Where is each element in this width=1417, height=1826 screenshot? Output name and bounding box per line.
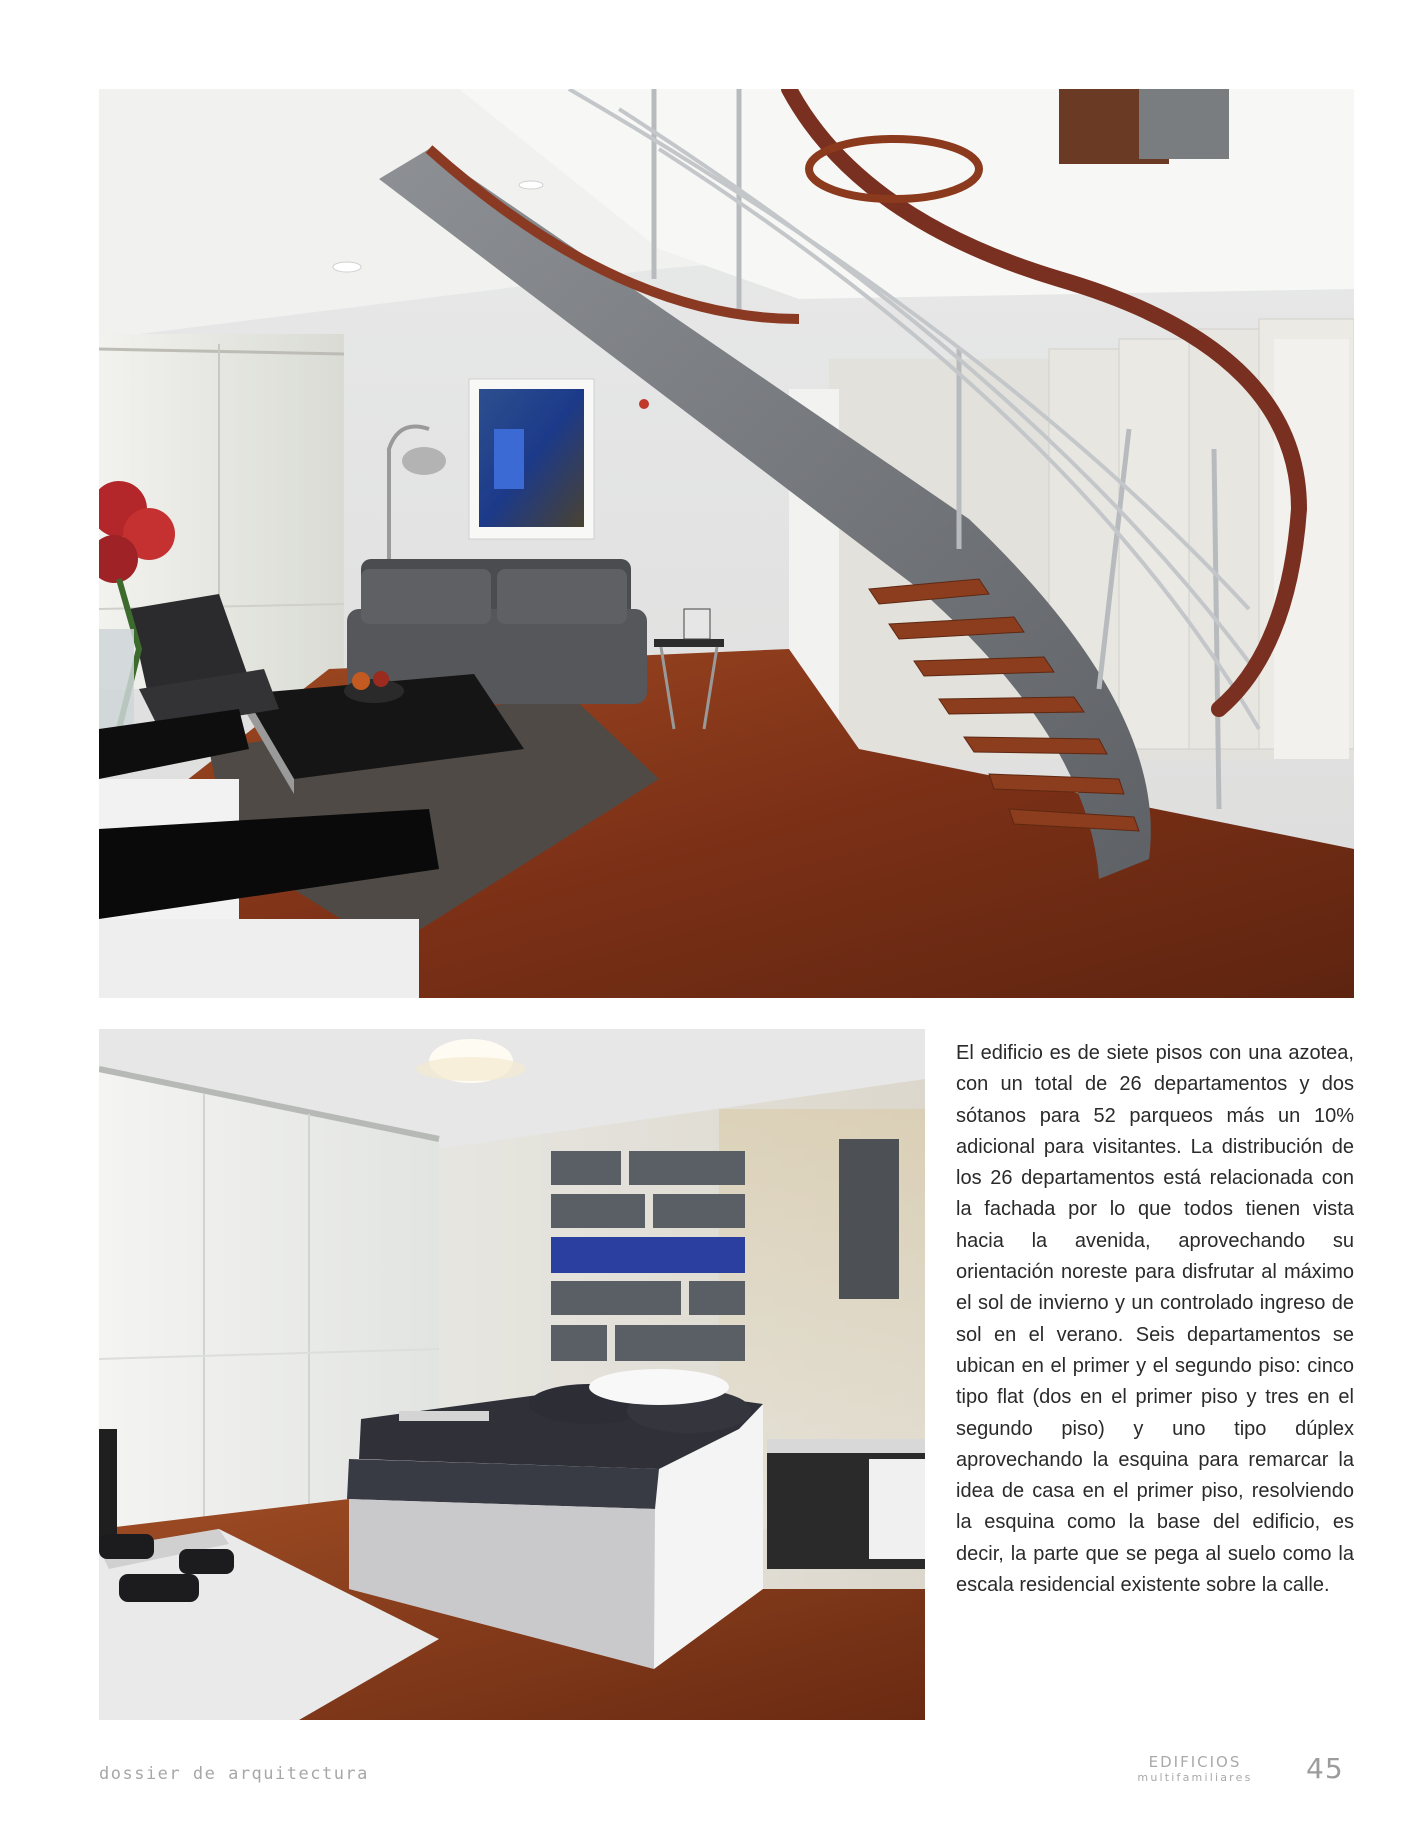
publication-name: dossier de arquitectura	[99, 1764, 369, 1784]
section-title-line2: multifamiliares	[1137, 1771, 1253, 1784]
section-title-line1: EDIFICIOS	[1148, 1753, 1242, 1771]
article-body-text: El edificio es de siete pisos con una azotea, con un total de 26 departamentos y dos sótanos para 52 parqueos más un 10% adicional para visitantes. La distribución de los 26 departamentos está relacionada con la fachada por lo que todos tienen vista hacia la avenida, aprovechando su orientación noreste para disfrutar al máximo el sol de invierno y un controlado ingreso de sol en el verano. Seis departamentos se ubican en el primer y el segundo piso: cinco tipo flat (dos en el primer piso y tres en el segundo piso) y uno tipo dúplex aprovechando la esquina para remarcar la idea de casa en el primer piso, resolviendo la esquina como la base del edificio, es decir, la parte que se pega al suelo como la escala residencial existente sobre la calle.	[956, 1042, 1354, 1597]
bedroom-photo	[99, 1029, 925, 1720]
bedroom-illustration	[99, 1029, 925, 1720]
page-number: 45	[1306, 1752, 1344, 1785]
living-room-illustration	[99, 89, 1354, 998]
living-room-photo	[99, 89, 1354, 998]
section-title	[1120, 1755, 1270, 1783]
